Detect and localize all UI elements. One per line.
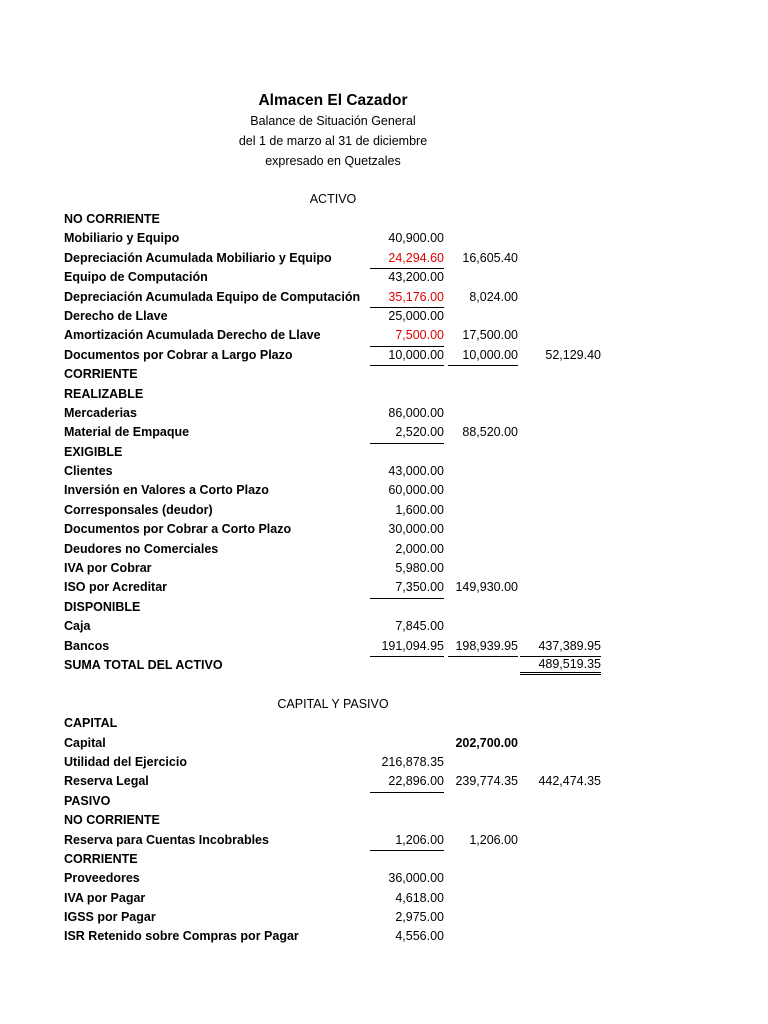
account-row: [0, 346, 768, 365]
account-row: [0, 249, 768, 268]
group-heading-row: [0, 210, 768, 229]
group-heading-row: [0, 443, 768, 462]
account-row: [0, 734, 768, 753]
account-name: Proveedores: [64, 871, 140, 886]
amount-subtotal: 88,520.00: [462, 425, 518, 440]
account-name: Reserva Legal: [64, 774, 149, 789]
spacer-row: [0, 675, 768, 694]
amount-subtotal: 17,500.00: [462, 328, 518, 343]
account-name: IGSS por Pagar: [64, 910, 156, 925]
account-row: [0, 831, 768, 850]
amount-subtotal: 1,206.00: [469, 832, 518, 847]
section-heading-row: [0, 695, 768, 714]
amount-subtotal: 149,930.00: [455, 580, 518, 595]
group-heading-row: [0, 811, 768, 830]
account-row: [0, 927, 768, 946]
group-heading: PASIVO: [64, 793, 111, 808]
account-row: [0, 326, 768, 345]
group-heading: NO CORRIENTE: [64, 212, 160, 226]
group-heading: CORRIENTE: [64, 851, 138, 866]
account-name: Utilidad del Ejercicio: [64, 754, 187, 769]
amount-detail: 4,618.00: [395, 890, 444, 905]
account-row: [0, 617, 768, 636]
balance-table: [0, 210, 768, 947]
group-heading-row: [0, 365, 768, 384]
amount-subtotal: 239,774.35: [455, 774, 518, 789]
account-name: Depreciación Acumulada Equipo de Computación: [64, 289, 361, 304]
account-row: [0, 869, 768, 888]
amount-detail: 4,556.00: [395, 929, 444, 944]
account-name: Documentos por Cobrar a Largo Plazo: [64, 347, 293, 362]
account-row: [0, 540, 768, 559]
account-row: [0, 578, 768, 597]
group-heading: NO CORRIENTE: [64, 813, 160, 828]
amount-detail: 60,000.00: [388, 483, 444, 498]
amount-detail: 35,176.00: [370, 288, 444, 308]
account-name: Documentos por Cobrar a Corto Plazo: [64, 522, 292, 537]
account-name: Mobiliario y Equipo: [64, 231, 180, 246]
account-row: [0, 656, 768, 675]
account-row: [0, 481, 768, 500]
amount-detail: 191,094.95: [370, 637, 444, 657]
account-name: Depreciación Acumulada Mobiliario y Equipo: [64, 250, 332, 265]
account-name: Capital: [64, 735, 106, 750]
group-heading-row: [0, 792, 768, 811]
account-name: Derecho de Llave: [64, 308, 168, 323]
company-title: Almacen El Cazador: [258, 92, 408, 109]
account-row: [0, 559, 768, 578]
account-name: Mercaderias: [64, 405, 137, 420]
statement-title: Balance de Situación General: [250, 114, 416, 128]
amount-total: 442,474.35: [538, 774, 601, 789]
account-row: [0, 288, 768, 307]
group-heading: REALIZABLE: [64, 386, 144, 401]
account-row: [0, 772, 768, 791]
amount-total: 437,389.95: [520, 637, 601, 657]
section-heading: CAPITAL Y PASIVO: [277, 696, 389, 711]
group-heading: CAPITAL: [64, 716, 118, 731]
account-name: ISO por Acreditar: [64, 580, 168, 595]
amount-detail: 10,000.00: [370, 346, 444, 366]
amount-detail: 40,900.00: [388, 231, 444, 246]
account-name: Material de Empaque: [64, 425, 190, 440]
group-heading: CORRIENTE: [64, 367, 138, 382]
account-row: [0, 229, 768, 248]
account-name: Deudores no Comerciales: [64, 541, 219, 556]
amount-detail: 7,845.00: [395, 619, 444, 634]
group-heading-row: [0, 714, 768, 733]
account-name: Reserva para Cuentas Incobrables: [64, 832, 269, 847]
amount-subtotal: 10,000.00: [448, 346, 518, 366]
account-name: Amortización Acumulada Derecho de Llave: [64, 328, 321, 343]
account-name: Inversión en Valores a Corto Plazo: [64, 483, 269, 498]
amount-total: 489,519.35: [520, 656, 601, 676]
statement-currency: expresado en Quetzales: [265, 154, 401, 168]
amount-detail: 43,000.00: [388, 464, 444, 479]
account-name: Equipo de Computación: [64, 270, 208, 285]
amount-subtotal: 8,024.00: [469, 289, 518, 304]
amount-detail: 86,000.00: [388, 405, 444, 420]
amount-detail: 24,294.60: [370, 249, 444, 269]
amount-detail: 7,500.00: [370, 326, 444, 346]
amount-detail: 2,000.00: [395, 541, 444, 556]
account-row: [0, 462, 768, 481]
amount-total: 52,129.40: [545, 347, 601, 362]
amount-detail: 2,975.00: [395, 910, 444, 925]
amount-detail: 36,000.00: [388, 871, 444, 886]
amount-detail: 2,520.00: [370, 423, 444, 443]
amount-detail: 216,878.35: [381, 754, 444, 769]
amount-detail: 1,600.00: [395, 502, 444, 517]
amount-detail: 5,980.00: [395, 561, 444, 576]
account-row: [0, 423, 768, 442]
account-name: ISR Retenido sobre Compras por Pagar: [64, 929, 299, 944]
account-row: [0, 404, 768, 423]
account-name: Bancos: [64, 638, 110, 653]
account-row: [0, 637, 768, 656]
amount-detail: 30,000.00: [388, 522, 444, 537]
amount-subtotal: 198,939.95: [448, 637, 518, 657]
account-name: Clientes: [64, 464, 113, 479]
account-name: IVA por Cobrar: [64, 561, 152, 576]
account-row: [0, 889, 768, 908]
group-heading: DISPONIBLE: [64, 599, 141, 614]
account-row: [0, 753, 768, 772]
statement-period: del 1 de marzo al 31 de diciembre: [238, 134, 428, 148]
amount-detail: 25,000.00: [388, 308, 444, 323]
account-name: Corresponsales (deudor): [64, 502, 213, 517]
group-heading-row: [0, 385, 768, 404]
account-name: SUMA TOTAL DEL ACTIVO: [64, 657, 223, 672]
amount-detail: 1,206.00: [370, 831, 444, 851]
account-name: IVA por Pagar: [64, 890, 146, 905]
account-row: [0, 307, 768, 326]
account-row: [0, 908, 768, 927]
group-heading-row: [0, 598, 768, 617]
amount-subtotal: 202,700.00: [455, 735, 518, 750]
account-name: Caja: [64, 619, 91, 634]
amount-detail: 22,896.00: [370, 772, 444, 792]
amount-subtotal: 16,605.40: [462, 250, 518, 265]
group-heading-row: [0, 850, 768, 869]
account-row: [0, 520, 768, 539]
account-row: [0, 268, 768, 287]
amount-detail: 7,350.00: [370, 578, 444, 598]
amount-detail: 43,200.00: [388, 270, 444, 285]
account-row: [0, 501, 768, 520]
group-heading: EXIGIBLE: [64, 444, 123, 459]
section-activo-heading: ACTIVO: [309, 192, 357, 206]
